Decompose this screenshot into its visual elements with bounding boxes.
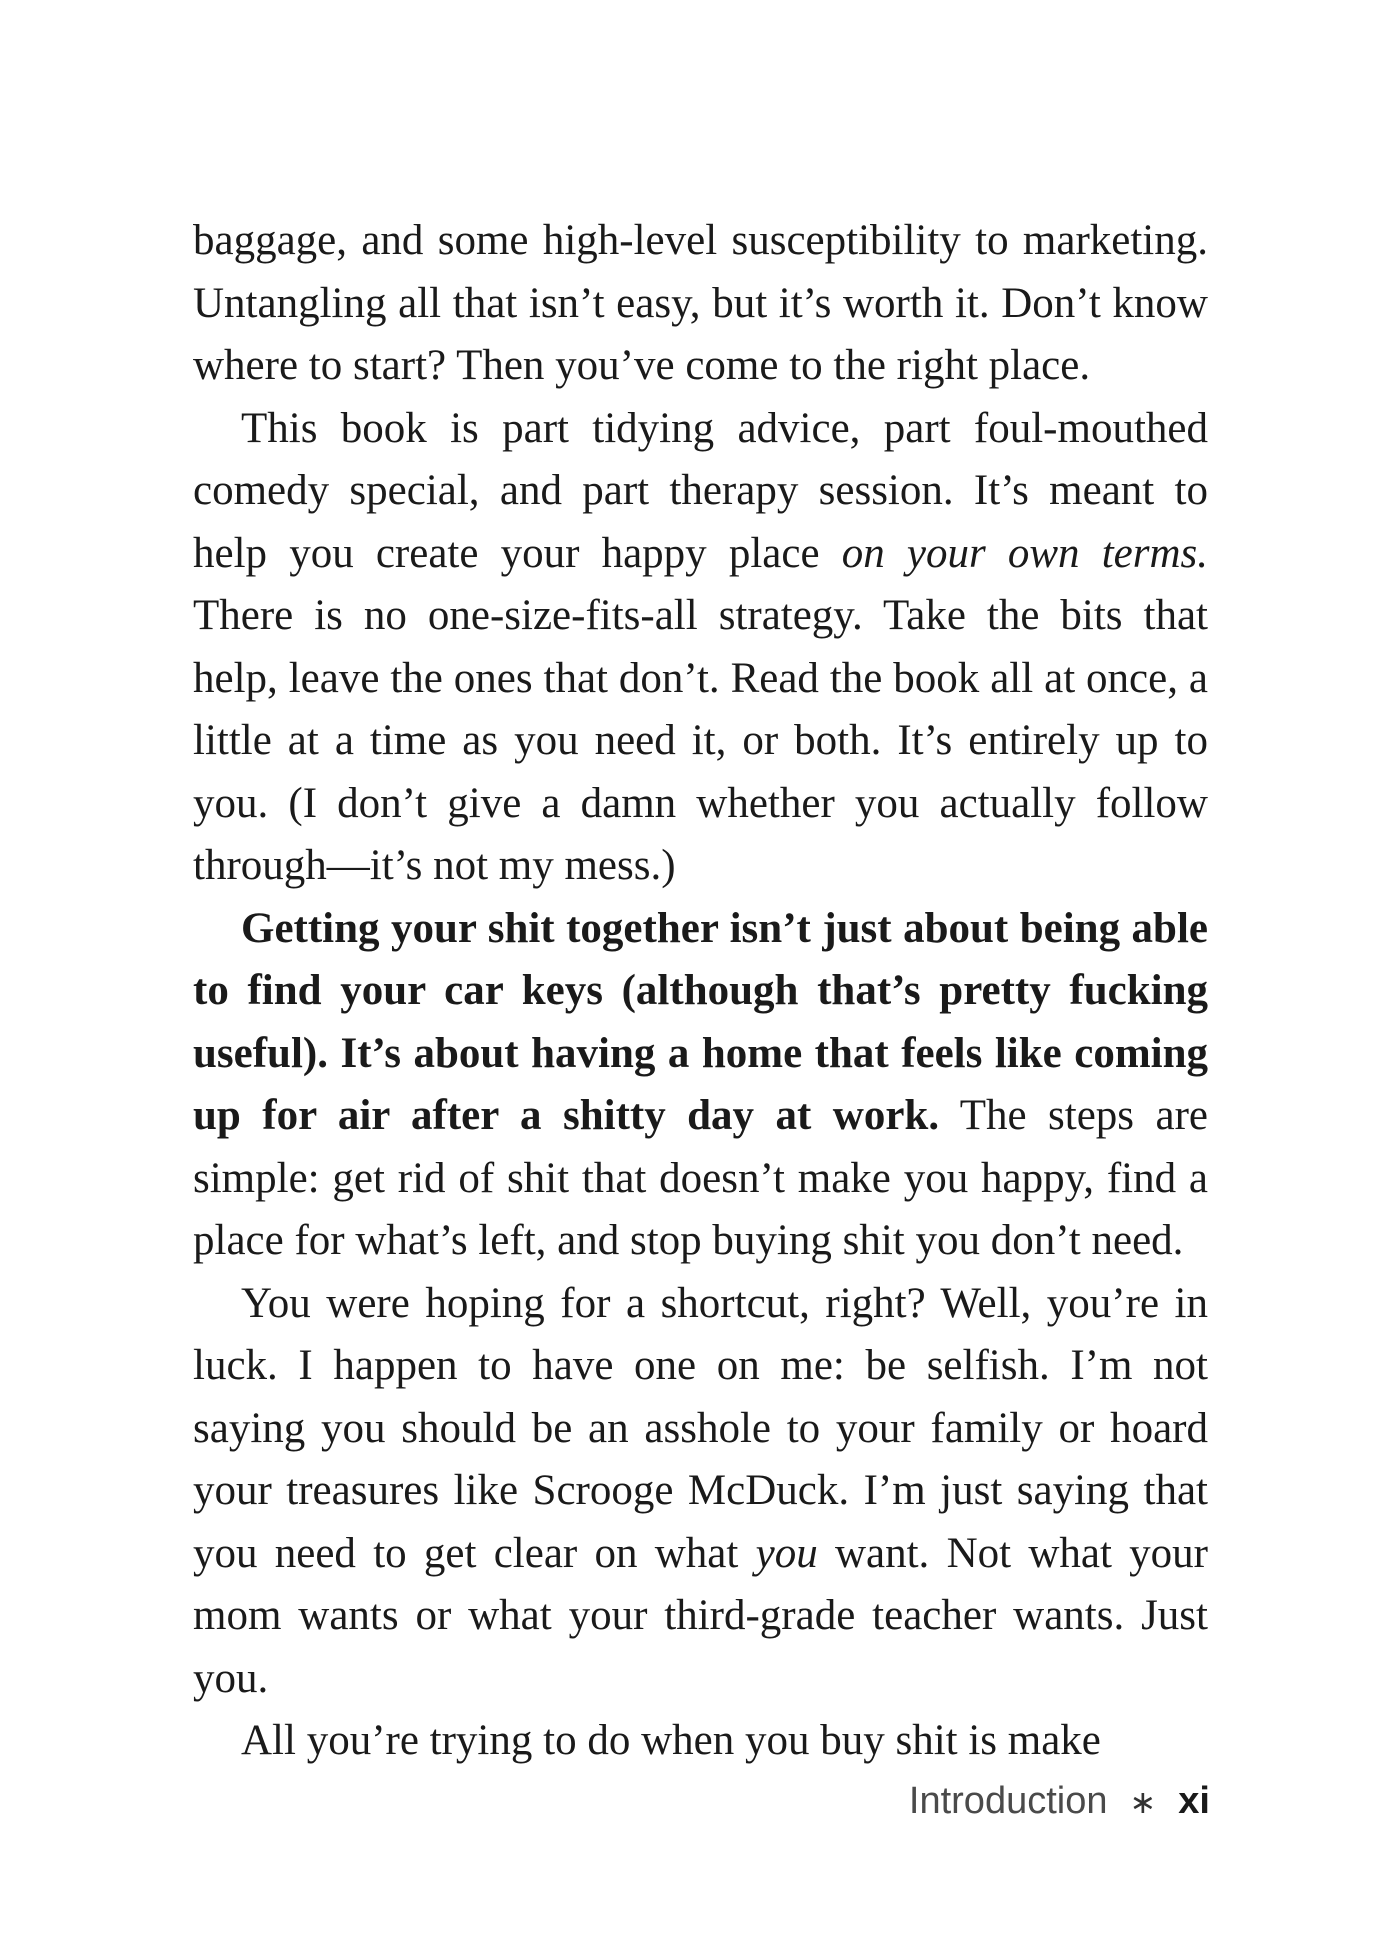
section-title: Introduction [908, 1780, 1108, 1822]
text-segment: You were hoping for a shortcut, right? Well, you’re in luck. I happen to have one on me: be selfish. I’m not saying you should be an asshole to your family or hoard your treasures like Scrooge McDuck. I’m just saying that you need to get clear on what [193, 1279, 1208, 1577]
text-segment: All you’re trying to do when you buy shit is make [241, 1717, 1101, 1764]
paragraph [193, 1273, 1208, 1711]
text-segment: This book is part tidying advice, part foul-mouthed comedy special, and part therapy session. It’s meant to help you create your happy place [193, 404, 1208, 577]
paragraph [193, 398, 1208, 898]
emphasis-text: you [755, 1529, 818, 1577]
asterisk-separator-icon: ∗ [1129, 1784, 1157, 1820]
paragraph [193, 1710, 1208, 1773]
page-body [193, 210, 1208, 1773]
page-footer [909, 1780, 1210, 1823]
text-segment: The steps are simple: get rid of shit that doesn’t make you happy, find a place for what’s left, and stop buying shit you don’t need. [193, 1092, 1208, 1264]
bold-text: Getting your shit together isn’t just about being able to find your car keys (although that’s pretty fucking useful). It’s about having a home that feels like coming up for air after a shitty day at work. [193, 904, 1208, 1139]
emphasis-text: on your own terms. [841, 529, 1209, 577]
text-segment: baggage, and some high-level susceptibility to marketing. Untangling all that isn’t easy, but it’s worth it. Don’t know where to start? Then you’ve come to the right place. [193, 217, 1208, 389]
paragraph [193, 898, 1208, 1273]
text-segment: want. Not what your mom wants or what your third-grade teacher wants. Just you. [193, 1529, 1208, 1702]
page-number: xi [1178, 1780, 1210, 1822]
paragraph [193, 210, 1208, 398]
text-segment: There is no one-size-fits-all strategy. Take the bits that help, leave the ones that don’t. Read the book all at once, a little at a time as you need it, or both. It’s entirely up to you. (I don’t give a damn whether you actually follow through—it’s not my mess.) [193, 592, 1208, 889]
